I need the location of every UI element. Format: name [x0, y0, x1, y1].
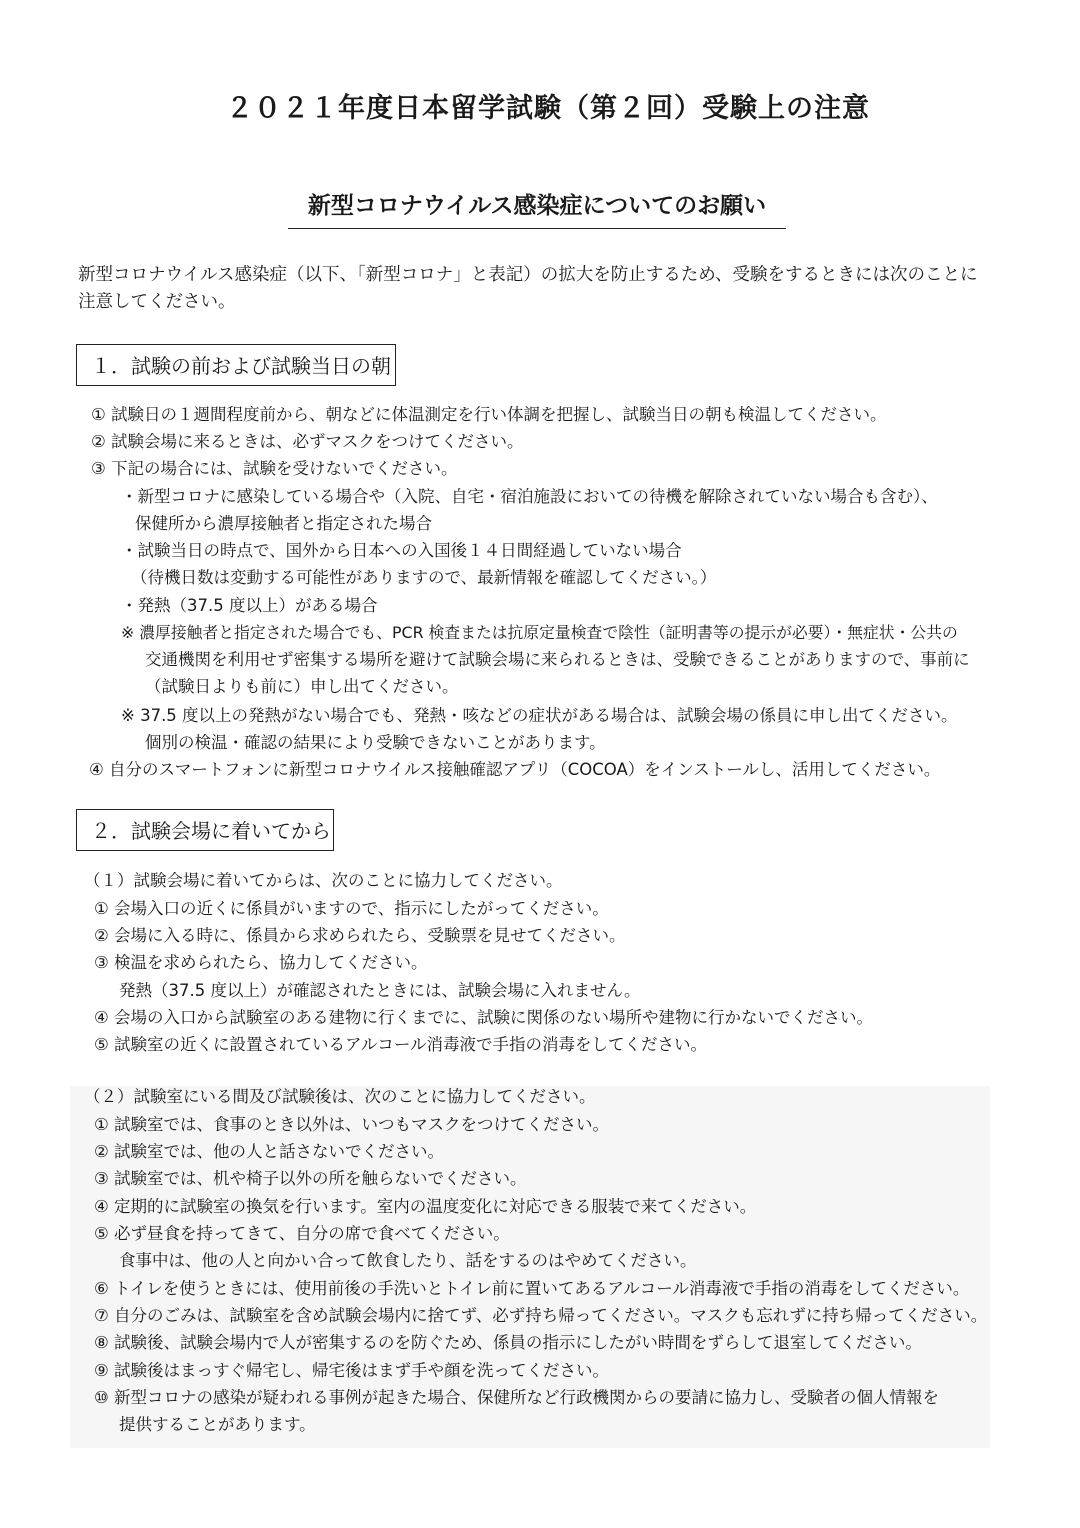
- section-1-subitem: ・新型コロナに感染している場合や（入院、自宅・宿泊施設においての待機を解除されていない場合も含む）、: [121, 487, 938, 506]
- intro-line: 注意してください。: [78, 292, 236, 312]
- section-2-item: 発熱（37.5 度以上）が確認されたときには、試験会場に入れません。: [119, 981, 641, 1000]
- section-2-item: ② 会場に入る時に、係員から求められたら、受験票を見せてください。: [94, 926, 626, 945]
- section-1-item: ② 試験会場に来るときは、必ずマスクをつけてください。: [91, 432, 524, 451]
- section-1-note: 交通機関を利用せず密集する場所を避けて試験会場に来られるときは、受験できることがありますので、事前に: [145, 650, 970, 669]
- section-2-item: ④ 会場の入口から試験室のある建物に行くまでに、試験に関係のない場所や建物に行かないでください。: [94, 1008, 874, 1027]
- section-2-item: ⑥ トイレを使うときには、使用前後の手洗いとトイレ前に置いてあるアルコール消毒液で手指の消毒をしてください。: [94, 1279, 970, 1298]
- section-1-subitem: ・発熱（37.5 度以上）がある場合: [121, 596, 378, 615]
- subtitle-block: [288, 187, 786, 229]
- section-1-note: （試験日よりも前に）申し出てください。: [145, 677, 459, 696]
- section-1-note: 個別の検温・確認の結果により受験できないことがあります。: [145, 733, 606, 752]
- section-2-item: ⑦ 自分のごみは、試験室を含め試験会場内に捨てず、必ず持ち帰ってください。マスクも忘れずに持ち帰ってください。: [94, 1306, 988, 1325]
- section-1-heading: １．試験の前および試験当日の朝: [76, 344, 396, 386]
- document-title: ２０２１年度日本留学試験（第２回）受験上の注意: [226, 93, 870, 124]
- section-1-item: ④ 自分のスマートフォンに新型コロナウイルス接触確認アプリ（COCOA）をインストールし、活用してください。: [89, 760, 941, 779]
- section-2-item: 提供することがあります。: [119, 1415, 316, 1434]
- section-2-item: ⑩ 新型コロナの感染が疑われる事例が起きた場合、保健所など行政機関からの要請に協力し、受験者の個人情報を: [94, 1388, 940, 1407]
- section-2-subheading: （１）試験会場に着いてからは、次のことに協力してください。: [84, 871, 563, 890]
- section-1-subitem: ・試験当日の時点で、国外から日本への入国後１４日間経過していない場合: [121, 541, 682, 560]
- section-2-item: ③ 検温を求められたら、協力してください。: [94, 953, 428, 972]
- section-2-item: ⑨ 試験後はまっすぐ帰宅し、帰宅後はまず手や顔を洗ってください。: [94, 1361, 610, 1380]
- section-2-item: ② 試験室では、他の人と話さないでください。: [94, 1142, 445, 1161]
- section-2-item: ③ 試験室では、机や椅子以外の所を触らないでください。: [94, 1169, 527, 1188]
- intro-paragraph: [78, 262, 1018, 316]
- section-2-item: ⑧ 試験後、試験会場内で人が密集するのを防ぐため、係員の指示にしたがい時間をずらして退室してください。: [94, 1333, 922, 1352]
- section-1-note: ※ 濃厚接触者と指定された場合でも、PCR 検査または抗原定量検査で陰性（証明書等の提示が必要）・無症状・公共の: [121, 623, 958, 642]
- section-2-item: ① 試験室では、食事のとき以外は、いつもマスクをつけてください。: [94, 1115, 610, 1134]
- section-2-item: ⑤ 必ず昼食を持ってきて、自分の席で食べてください。: [94, 1224, 510, 1243]
- section-1-subitem: 保健所から濃厚接触者と指定された場合: [135, 514, 432, 533]
- section-1-item: ③ 下記の場合には、試験を受けないでください。: [91, 459, 458, 478]
- section-2-item: 食事中は、他の人と向かい合って飲食したり、話をするのはやめてください。: [119, 1251, 697, 1270]
- document-subtitle: 新型コロナウイルス感染症についてのお願い: [307, 193, 767, 219]
- intro-line: 新型コロナウイルス感染症（以下、「新型コロナ」と表記）の拡大を防止するため、受験をするときには次のことに: [78, 265, 978, 285]
- section-2-item: ① 会場入口の近くに係員がいますので、指示にしたがってください。: [94, 899, 609, 918]
- section-2-item: ⑤ 試験室の近くに設置されているアルコール消毒液で手指の消毒をしてください。: [94, 1035, 708, 1054]
- section-1-note: ※ 37.5 度以上の発熱がない場合でも、発熱・咳などの症状がある場合は、試験会場の係員に申し出てください。: [121, 706, 958, 725]
- section-1-item: ① 試験日の１週間程度前から、朝などに体温測定を行い体調を把握し、試験当日の朝も検温してください。: [91, 405, 887, 424]
- section-2-subheading: （２）試験室にいる間及び試験後は、次のことに協力してください。: [84, 1087, 596, 1106]
- section-1-subitem: （待機日数は変動する可能性がありますので、最新情報を確認してください。）: [131, 568, 717, 587]
- section-2-item: ④ 定期的に試験室の換気を行います。室内の温度変化に対応できる服装で来てください。: [94, 1197, 757, 1216]
- section-2-heading: ２．試験会場に着いてから: [76, 809, 334, 851]
